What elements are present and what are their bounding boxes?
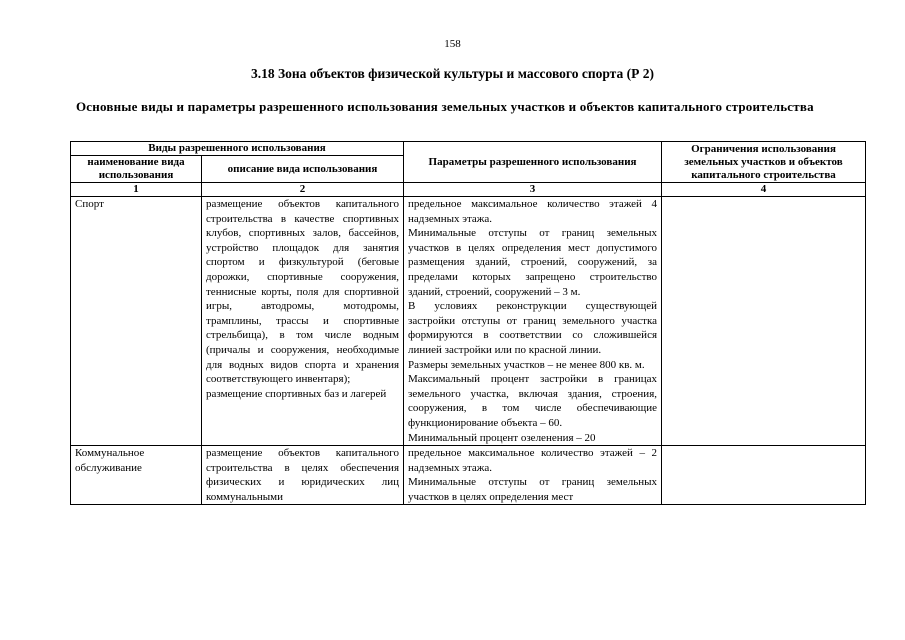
header-params: Параметры разрешенного использования [404, 142, 662, 183]
use-description-extra: размещение спортивных баз и лагерей [206, 387, 387, 400]
use-name-cell [71, 446, 202, 505]
use-description-cell [202, 197, 404, 446]
column-number-3: 3 [404, 183, 662, 197]
use-description: размещение объектов капитального строительства в целях обеспечения физических и юридических лиц коммунальными [206, 447, 400, 503]
param-line: Максимальный процент застройки в границах земельного участка, включая здания, строения, сооружения, в том числе обеспечивающие функционирование объекта – 60. [408, 373, 658, 429]
page-number: 158 [444, 38, 461, 50]
use-name-cell [71, 197, 202, 446]
param-line: Минимальный процент озеленения – 20 [408, 431, 596, 444]
param-line: В условиях реконструкции существующей застройки отступы от границ земельного участка формируются в соответствии со сложившейся линией застройки или по красной линии. [408, 300, 658, 356]
param-line: Минимальные отступы от границ земельных участков в целях определения мест допустимого размещения зданий, строений, сооружений, за пределами которых запрещено строительство зданий, строений, сооружений – 3 м. [408, 227, 658, 298]
param-line: предельное максимальное количество этажей – 2 надземных этажа. [408, 447, 658, 474]
use-description: размещение объектов капитального строительства в качестве спортивных клубов, спортивных залов, бассейнов, устройство площадок для занятия спортом и физкультурой (беговые дорожки, спортивные сооружения, теннисные корты, поля для спортивной игры, автодромы, мотодромы, трамплины, трассы и спортивные стрельбища), в том числе водным (причалы и сооружения, необходимые для водных видов спорта и хранения соответствующего инвентаря); [206, 198, 400, 386]
use-name: Коммунальное обслуживание [75, 447, 145, 474]
params-cell [404, 197, 662, 446]
limits-cell [662, 197, 866, 446]
column-number-1: 1 [71, 183, 202, 197]
param-line: Минимальные отступы от границ земельных участков в целях определения мест [408, 476, 658, 503]
table-heading: Основные виды и параметры разрешенного использования земельных участков и объектов капитального строительства [76, 99, 814, 114]
use-name: Спорт [75, 198, 104, 210]
land-use-table [70, 141, 866, 505]
table-row [71, 197, 866, 446]
table-header [71, 142, 866, 197]
column-number-2: 2 [202, 183, 404, 197]
param-line: Размеры земельных участков – не менее 800 кв. м. [408, 358, 645, 371]
limits-cell [662, 446, 866, 505]
params-cell [404, 446, 662, 505]
header-use-description: описание вида использования [202, 156, 404, 183]
column-number-4: 4 [662, 183, 866, 197]
use-description-cell [202, 446, 404, 505]
table-row [71, 446, 866, 505]
header-group-use-types: Виды разрешенного использования [71, 142, 404, 156]
header-use-name: наименование вида использования [71, 156, 202, 183]
param-line: предельное максимальное количество этажей 4 надземных этажа. [408, 198, 658, 225]
section-title: 3.18 Зона объектов физической культуры и массового спорта (Р 2) [251, 66, 654, 81]
header-limits: Ограничения использования земельных участков и объектов капитального строительства [662, 142, 866, 183]
column-numbers-row [71, 183, 866, 197]
